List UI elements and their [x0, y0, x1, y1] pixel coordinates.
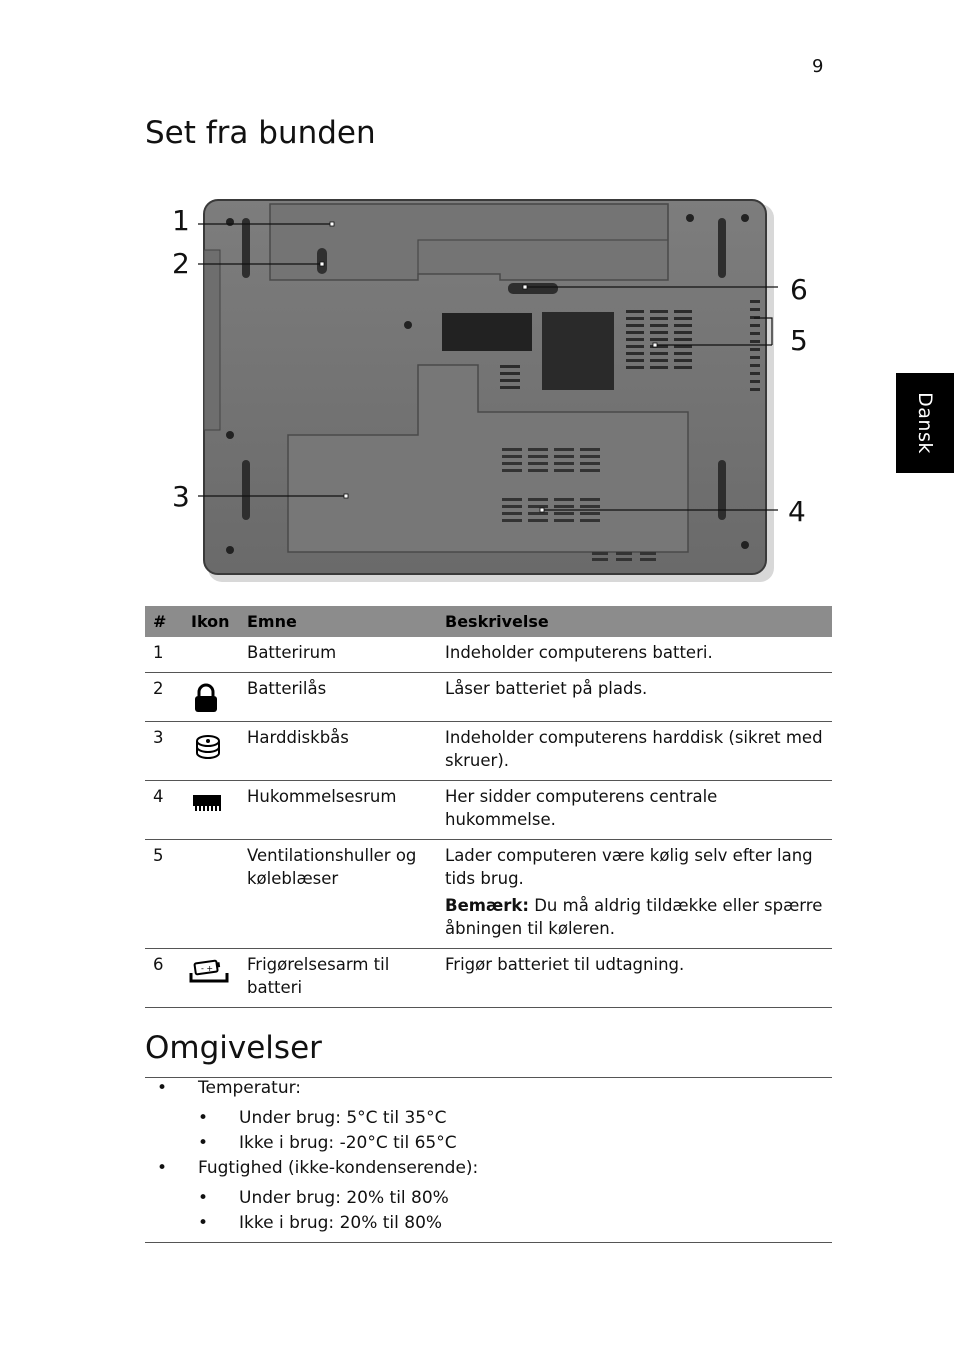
list-item-humidity: Fugtighed (ikke-kondenserende): [198, 1158, 479, 1178]
table-row [145, 637, 832, 673]
row-icon-cell [183, 781, 239, 840]
row-description: Indeholder computerens batteri. [437, 637, 832, 673]
page-number: 9 [812, 56, 824, 77]
col-header-emne: Emne [239, 606, 437, 637]
list-item-hum-operating: Under brug: 20% til 80% [239, 1188, 449, 1208]
row-description: Låser batteriet på plads. [437, 673, 832, 722]
features-table [145, 606, 832, 1008]
table-header-row [145, 606, 832, 637]
list-item-temperature: Temperatur: [198, 1078, 302, 1098]
language-tab [896, 373, 954, 473]
callout-3: 3 [172, 480, 190, 513]
row-number: 2 [145, 673, 183, 722]
row-icon-cell [183, 637, 239, 673]
row-number: 3 [145, 722, 183, 781]
svg-text:- +: - + [201, 964, 214, 973]
row-emne: Ventilationshuller og køleblæser [239, 840, 437, 949]
row-icon-cell [183, 840, 239, 949]
row-number: 4 [145, 781, 183, 840]
table-row [145, 840, 832, 949]
harddisk-icon [193, 732, 223, 762]
section-title-bottom-view: Set fra bunden [145, 115, 376, 151]
note [445, 894, 828, 940]
row-emne: Batterirum [239, 637, 437, 673]
table-row [145, 673, 832, 722]
row-description: Indeholder computerens harddisk (sikret med skruer). [437, 722, 832, 781]
row-number: 6 [145, 949, 183, 1008]
bullet: • [198, 1213, 209, 1233]
row-number: 5 [145, 840, 183, 949]
col-header-number: # [145, 606, 183, 637]
memory-icon [191, 791, 223, 813]
callout-1: 1 [172, 204, 190, 237]
row-number: 1 [145, 637, 183, 673]
table-row [145, 722, 832, 781]
note-text: Du må aldrig tildække eller spærre åbningen til køleren. [445, 896, 823, 938]
row-icon-cell [183, 949, 239, 1008]
callout-4: 4 [788, 495, 806, 528]
col-header-icon: Ikon [183, 606, 239, 637]
row-icon-cell [183, 673, 239, 722]
callout-2: 2 [172, 247, 190, 280]
bullet: • [198, 1188, 209, 1208]
note-label: Bemærk: [445, 896, 529, 915]
row-emne: Hukommelsesrum [239, 781, 437, 840]
list-item-temp-operating: Under brug: 5°C til 35°C [239, 1108, 447, 1128]
laptop-bottom-illustration [160, 190, 820, 590]
row-emne: Harddiskbås [239, 722, 437, 781]
callout-6: 6 [790, 273, 808, 306]
lock-icon [193, 683, 219, 713]
row-emne: Frigørelsesarm til batteri [239, 949, 437, 1008]
bullet: • [157, 1078, 168, 1098]
col-header-description: Beskrivelse [437, 606, 832, 637]
callout-5: 5 [790, 324, 808, 357]
row-description: Her sidder computerens centrale hukommelse. [437, 781, 832, 840]
list-item-hum-nonoperating: Ikke i brug: 20% til 80% [239, 1213, 443, 1233]
row-emne: Batterilås [239, 673, 437, 722]
bullet: • [198, 1133, 209, 1153]
row-icon-cell [183, 722, 239, 781]
table-row [145, 949, 832, 1008]
section-title-environment: Omgivelser [145, 1030, 322, 1066]
row-description: Frigør batteriet til udtagning. [437, 949, 832, 1008]
row-description-text: Lader computeren være kølig selv efter lang tids brug. [445, 846, 813, 888]
table-row [145, 781, 832, 840]
battery-release-icon [189, 959, 229, 985]
row-description [437, 840, 832, 949]
bullet: • [198, 1108, 209, 1128]
bullet: • [157, 1158, 168, 1178]
language-tab-label: Dansk [914, 392, 936, 454]
environment-list [145, 1077, 832, 1243]
list-item-temp-nonoperating: Ikke i brug: -20°C til 65°C [239, 1133, 457, 1153]
